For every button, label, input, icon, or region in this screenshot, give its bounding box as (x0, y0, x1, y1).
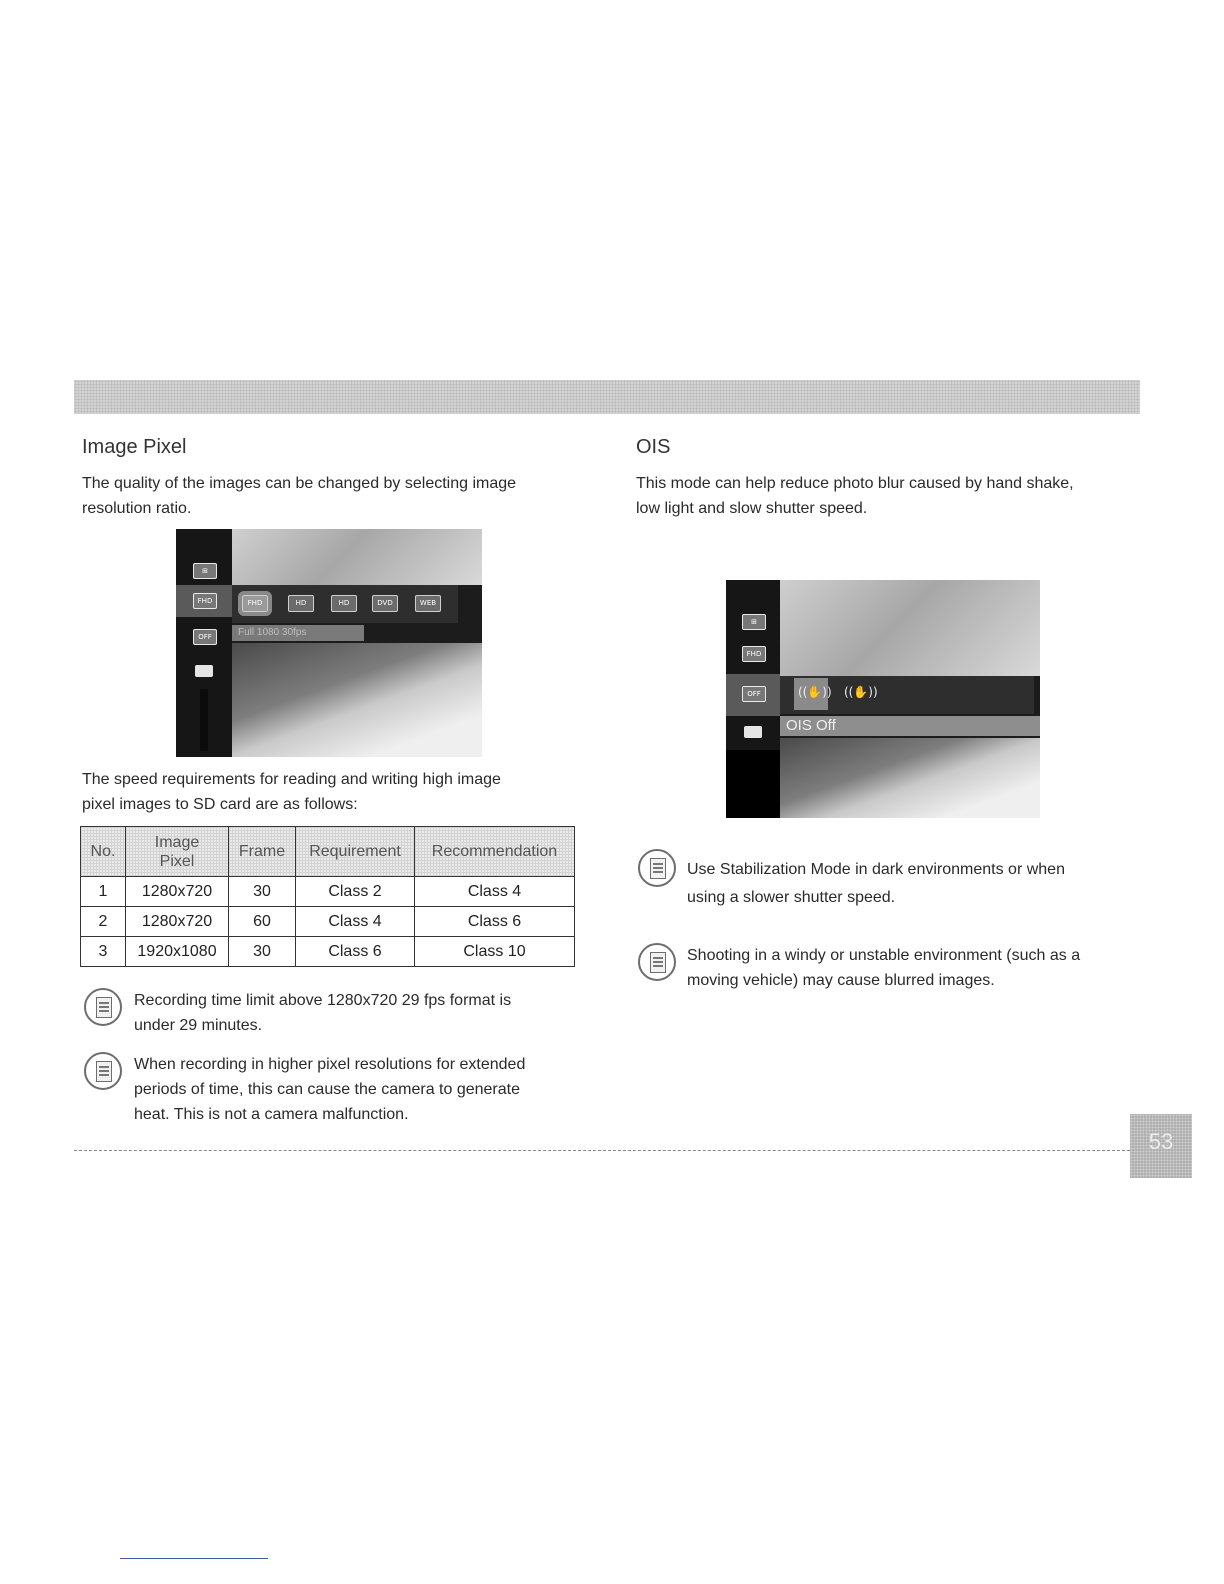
cell-recommendation: Class 4 (415, 877, 575, 907)
camera-photo-top (232, 529, 482, 585)
left-note1-line2: under 29 minutes. (134, 1017, 263, 1034)
note-icon (638, 943, 676, 981)
option-hd-30: HD (331, 595, 357, 612)
table-row (81, 907, 575, 937)
cell-no: 3 (81, 937, 126, 967)
camera-photo-top (780, 580, 1040, 676)
note-icon (84, 988, 122, 1026)
camera-photo-bottom (232, 643, 482, 757)
right-note2-line2: moving vehicle) may cause blurred images. (687, 972, 995, 989)
image-pixel-intro-line2: resolution ratio. (82, 500, 192, 517)
cell-frame: 30 (229, 877, 296, 907)
cell-requirement: Class 2 (296, 877, 415, 907)
ois-on-option-icon: ((✋)) (844, 685, 878, 699)
cell-frame: 60 (229, 907, 296, 937)
header-image-pixel (126, 827, 229, 877)
cell-image-pixel: 1280x720 (126, 877, 229, 907)
option-dvd: DVD (372, 595, 398, 612)
footer-divider (74, 1150, 1130, 1151)
right-note2-line1: Shooting in a windy or unstable environment (such as a (687, 947, 1081, 964)
left-note2-line3: heat. This is not a camera malfunction. (134, 1106, 409, 1123)
cell-recommendation: Class 10 (415, 937, 575, 967)
note-icon (638, 849, 676, 887)
page-underline-link (120, 1558, 268, 1559)
ois-heading: OIS (636, 436, 671, 458)
ois-camera-screen (726, 580, 1040, 818)
right-note1-line1: Use Stabilization Mode in dark environments or when (687, 861, 1065, 878)
speed-req-line2: pixel images to SD card are as follows: (82, 796, 358, 813)
cell-no: 2 (81, 907, 126, 937)
settings-icon (195, 665, 213, 677)
header-image: Image (154, 833, 200, 851)
cell-no: 1 (81, 877, 126, 907)
cell-image-pixel: 1280x720 (126, 907, 229, 937)
table-header-row (81, 827, 575, 877)
note-icon (84, 1052, 122, 1090)
cell-frame: 30 (229, 937, 296, 967)
scroll-track (200, 689, 208, 751)
fhd-icon: FHD (193, 593, 217, 609)
option-web: WEB (415, 595, 441, 612)
left-note2-line1: When recording in higher pixel resolutions for extended (134, 1056, 526, 1073)
option-hd-60: HD (288, 595, 314, 612)
right-note1-line2: using a slower shutter speed. (687, 889, 896, 906)
header-requirement: Requirement (296, 827, 415, 877)
page-number-badge: 53 (1130, 1114, 1192, 1178)
header-pixel: Pixel (159, 852, 195, 870)
table-row (81, 877, 575, 907)
ois-off-option-icon: ((✋)) (798, 685, 832, 699)
settings-icon (744, 726, 762, 738)
resolution-info-strip: Full 1080 30fps (232, 625, 364, 641)
section-header-bar (74, 380, 1140, 414)
header-frame: Frame (229, 827, 296, 877)
ois-off-icon: OFF (742, 686, 766, 702)
table-row (81, 937, 575, 967)
left-note1-line1: Recording time limit above 1280x720 29 fps format is (134, 992, 512, 1009)
scroll-track (726, 750, 780, 818)
ois-intro-line2: low light and slow shutter speed. (636, 500, 868, 517)
sd-speed-table (80, 826, 575, 967)
option-fhd: FHD (242, 595, 268, 612)
image-pixel-intro-line1: The quality of the images can be changed by selecting image (82, 475, 517, 492)
image-pixel-camera-screen (176, 529, 482, 757)
cell-requirement: Class 6 (296, 937, 415, 967)
scene-icon: ⊞ (742, 614, 766, 630)
cell-requirement: Class 4 (296, 907, 415, 937)
scene-icon: ⊞ (193, 563, 217, 579)
fhd-icon: FHD (742, 646, 766, 662)
ois-status-strip: OIS Off (780, 716, 1040, 736)
ois-intro-line1: This mode can help reduce photo blur caused by hand shake, (636, 475, 1074, 492)
speed-req-line1: The speed requirements for reading and writing high image (82, 771, 501, 788)
image-pixel-heading: Image Pixel (82, 436, 187, 458)
header-no: No. (81, 827, 126, 877)
header-recommendation: Recommendation (415, 827, 575, 877)
left-note2-line2: periods of time, this can cause the camera to generate (134, 1081, 520, 1098)
cell-recommendation: Class 6 (415, 907, 575, 937)
cell-image-pixel: 1920x1080 (126, 937, 229, 967)
camera-photo-bottom (780, 738, 1040, 818)
ois-off-icon: OFF (193, 629, 217, 645)
